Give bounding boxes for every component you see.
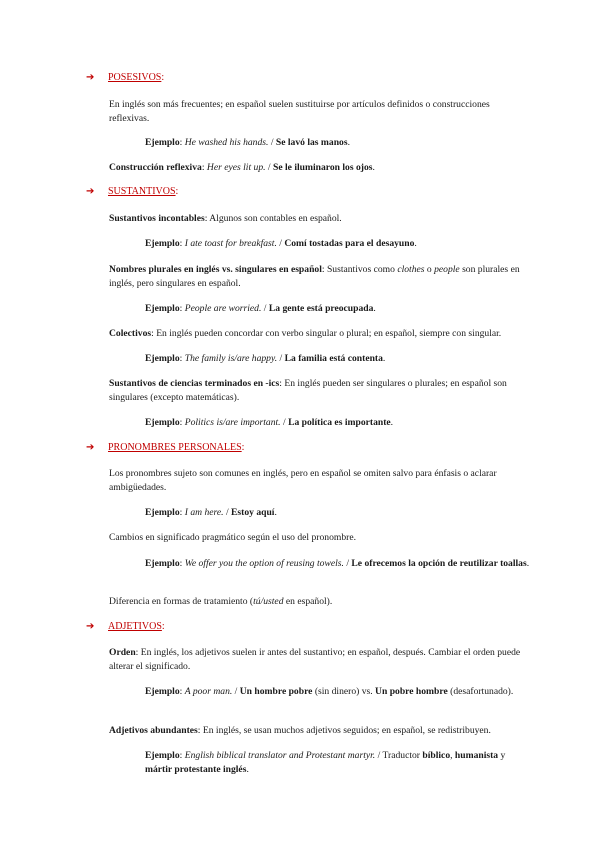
- example-line: Ejemplo: The family is/are happy. / La familia está contenta.: [145, 353, 386, 364]
- example-line: Ejemplo: He washed his hands. / Se lavó las manos.: [145, 137, 350, 148]
- arrow-right-icon: ➔: [86, 621, 95, 632]
- paragraph: Construcción reflexiva: Her eyes lit up. / Se le iluminaron los ojos.: [109, 162, 375, 173]
- paragraph: Diferencia en formas de tratamiento (tú/usted en español).: [109, 596, 333, 607]
- section-heading-posesivos: ➔ POSESIVOS:: [86, 72, 165, 83]
- paragraph: Cambios en significado pragmático según el uso del pronombre.: [109, 532, 356, 543]
- paragraph: Colectivos: En inglés pueden concordar con verbo singular o plural; en español, siempre con singular.: [109, 328, 502, 339]
- example-line: Ejemplo: English biblical translator and Protestant martyr. / Traductor bíblico, humanista y mártir protestante inglés.: [145, 750, 506, 775]
- arrow-right-icon: ➔: [86, 186, 95, 197]
- paragraph: Los pronombres sujeto son comunes en inglés, pero en español se omiten salvo para énfasis o aclarar ambigüedades.: [109, 468, 497, 493]
- paragraph: Orden: En inglés, los adjetivos suelen ir antes del sustantivo; en español, después. Cambiar el orden puede alterar el significado.: [109, 647, 521, 672]
- example-line: Ejemplo: People are worried. / La gente está preocupada.: [145, 303, 376, 314]
- example-line: Ejemplo: A poor man. / Un hombre pobre (sin dinero) vs. Un pobre hombre (desafortunado).: [145, 686, 514, 697]
- paragraph: Adjetivos abundantes: En inglés, se usan muchos adjetivos seguidos; en español, se redistribuyen.: [109, 725, 491, 736]
- paragraph: Sustantivos incontables: Algunos son contables en español.: [109, 213, 342, 224]
- section-heading-sustantivos: ➔ SUSTANTIVOS:: [86, 186, 179, 197]
- arrow-right-icon: ➔: [86, 442, 95, 453]
- section-heading-adjetivos: ➔ ADJETIVOS:: [86, 621, 165, 632]
- paragraph: En inglés son más frecuentes; en español suelen sustituirse por artículos definidos o construcciones reflexivas.: [109, 99, 490, 124]
- paragraph: Nombres plurales en inglés vs. singulares en español: Sustantivos como clothes o people son plurales en inglés, pero singulares en español.: [109, 264, 520, 289]
- section-heading-pronombres: ➔ PRONOMBRES PERSONALES:: [86, 442, 245, 453]
- example-line: Ejemplo: Politics is/are important. / La política es importante.: [145, 417, 394, 428]
- example-line: Ejemplo: I am here. / Estoy aquí.: [145, 507, 277, 518]
- example-line: Ejemplo: We offer you the option of reusing towels. / Le ofrecemos la opción de reutilizar toallas.: [145, 558, 530, 569]
- arrow-right-icon: ➔: [86, 72, 95, 83]
- example-line: Ejemplo: I ate toast for breakfast. / Comí tostadas para el desayuno.: [145, 238, 417, 249]
- paragraph: Sustantivos de ciencias terminados en -ics: En inglés pueden ser singulares o plurales; en español son singulares (excepto matemáticas).: [109, 378, 507, 403]
